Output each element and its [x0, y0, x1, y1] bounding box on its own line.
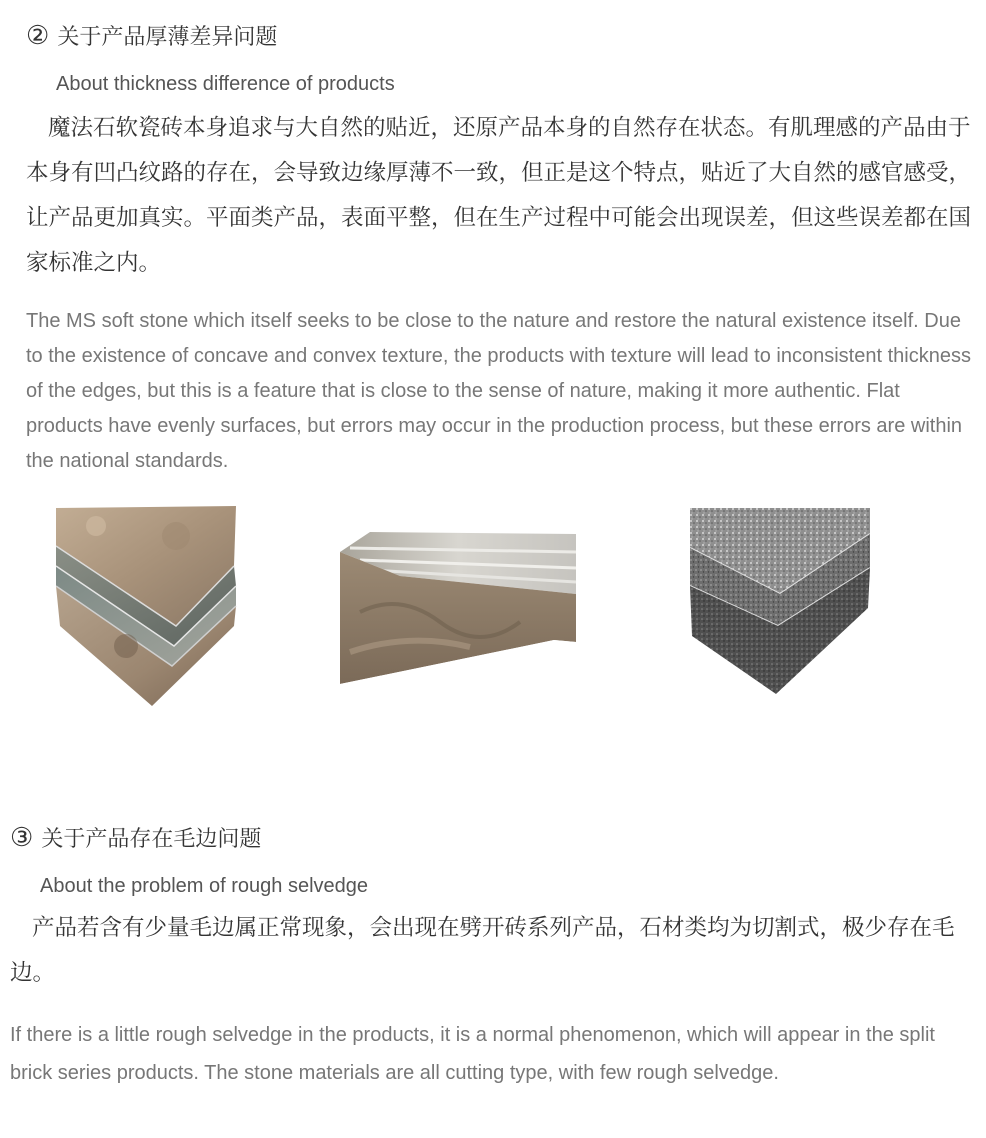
stacked-tiles-image-1: [56, 506, 238, 710]
section-3-heading: [10, 822, 261, 856]
section-2-heading: [26, 20, 277, 54]
section-2-number: ②: [26, 21, 50, 51]
section-2-body-zh: 魔法石软瓷砖本身追求与大自然的贴近，还原产品本身的自然存在状态。有肌理感的产品由于本身有凹凸纹路的存在，会导致边缘厚薄不一致，但正是这个特点，贴近了大自然的感官感受，让产品更加真实。平面类产品，表面平整，但在生产过程中可能会出现误差，但这些误差都在国家标准之内。: [26, 115, 972, 276]
section-2-body-en: The MS soft stone which itself seeks to be close to the nature and restore the natural existence itself. Due to the existence of concave and convex texture, the products with texture will lead to inconsistent thickness of the edges, but this is a feature that is close to the sense of nature, making it more authentic. Flat products have evenly surfaces, but errors may occur in the production process, but these errors are within the national standards.: [26, 310, 971, 472]
section-2-title-en: About thickness difference of products: [56, 73, 395, 95]
section-3-number: ③: [10, 823, 34, 853]
section-2-title-zh: 关于产品厚薄差异问题: [57, 25, 278, 50]
section-3-title-en: About the problem of rough selvedge: [40, 875, 368, 897]
textured-tiles-image-2: [340, 512, 578, 684]
granite-tiles-image-3: [690, 508, 870, 698]
section-3-title-zh: 关于产品存在毛边问题: [41, 827, 262, 852]
section-3-body-en: If there is a little rough selvedge in the products, it is a normal phenomenon, which will appear in the split brick series products. The stone materials are all cutting type, with few rough selvedge.: [10, 1024, 935, 1084]
section-3-body-zh: 产品若含有少量毛边属正常现象，会出现在劈开砖系列产品，石材类均为切割式，极少存在毛边。: [10, 915, 955, 986]
